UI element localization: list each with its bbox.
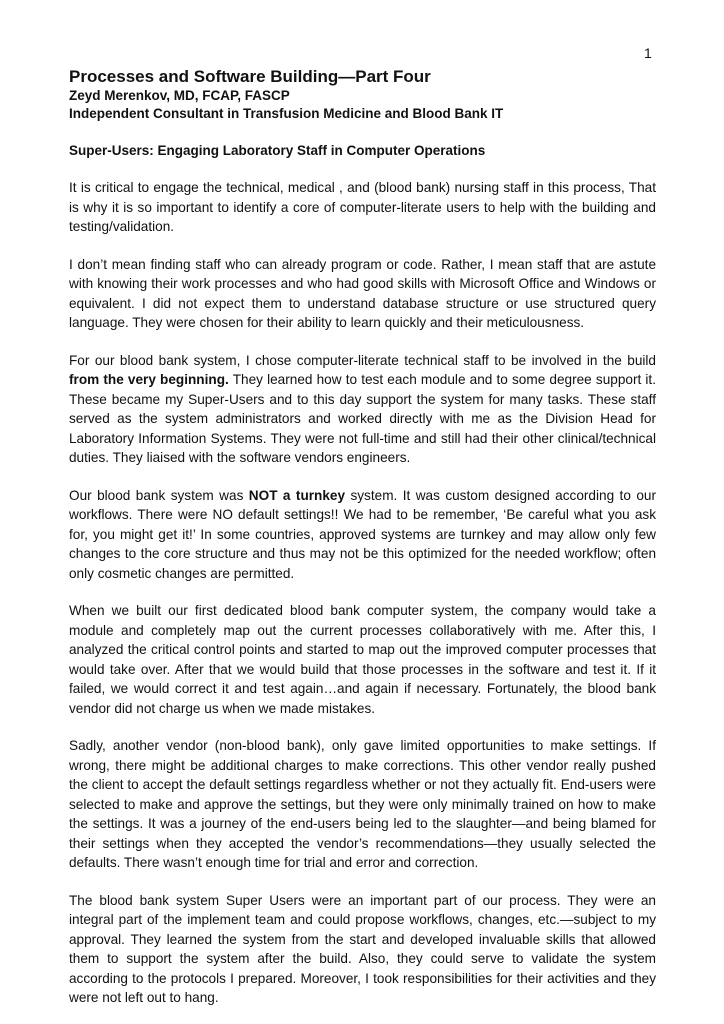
paragraph-6: Sadly, another vendor (non-blood bank), only gave limited opportunities to make settings. If wrong, there might be additional charges to make corrections. This other vendor really pushed the client to accept the default settings regardless whether or not they actually fit. End-users were selected to make and approve the settings, but they were only minimally trained on how to make the settings. It was a journey of the end-users being led to the slaughter—and being blamed for their settings when they accepted the vendor’s recommendations—they usually selected the defaults. There wasn’t enough time for trial and error and correction. xyxy=(69,738,656,870)
paragraph-1: It is critical to engage the technical, medical , and (blood bank) nursing staff in this process, That is why it is so important to identify a core of computer-literate users to help with the building and testing/validation. xyxy=(69,180,656,234)
paragraph-4-text-b: system. It was custom designed according to our workflows. There were NO default settings!! We had to be remember, ‘Be careful what you ask for, you might get it!’ In some countries, approved systems are turnkey and may allow only few changes to the core structure and thus may not be this optimized for the needed workflow; often only cosmetic changes are permitted. xyxy=(69,487,656,581)
paragraph-4 xyxy=(69,486,656,584)
paragraph-3-text-a: For our blood bank system, I chose computer-literate technical staff to be involved in the build xyxy=(69,352,656,368)
paragraph-4-emphasis: NOT a turnkey xyxy=(248,487,346,503)
paragraph-3-text-b: They learned how to test each module and to some degree support it. These became my Super-Users and to this day support the system for many tasks. These staff served as the system administrators and worked directly with me as the Division Head for Laboratory Information Systems. They were not full-time and still had their other clinical/technical duties. They liaised with the software vendors engineers. xyxy=(69,372,656,465)
page-number: 1 xyxy=(644,45,652,61)
paragraph-5: When we built our first dedicated blood bank computer system, the company would take a module and completely map out the current processes collaboratively with me. After this, I analyzed the critical control points and started to map out the improved computer processes that would take over. After that we would build that those processes in the software and test it. If it failed, we would correct it and test again…and again if necessary. Fortunately, the blood bank vendor did not charge us when we made mistakes. xyxy=(69,603,656,716)
paragraph-4-text-a: Our blood bank system was xyxy=(69,487,249,503)
paragraph-7: The blood bank system Super Users were an important part of our process. They were an integral part of the implement team and could propose workflows, changes, etc.—subject to my approval. They learned the system from the start and developed invaluable skills that allowed them to support the system after the build. Also, they could serve to validate the system according to the protocols I prepared. Moreover, I took responsibilities for their activities and they were not left out to hang. xyxy=(69,892,656,1005)
author-line: Zeyd Merenkov, MD, FCAP, FASCP xyxy=(69,88,290,103)
paragraph-3 xyxy=(69,351,656,468)
document-title: Processes and Software Building—Part Four xyxy=(69,67,431,86)
document-body xyxy=(69,67,656,1008)
paragraph-2: I don’t mean finding staff who can already program or code. Rather, I mean staff that are astute with knowing their work processes and who had good skills with Microsoft Office and Windows or equivalent. I did not expect them to understand database structure or use structured query language. They were chosen for their ability to learn quickly and their meticulousness. xyxy=(69,256,656,330)
affiliation-line: Independent Consultant in Transfusion Medicine and Blood Bank IT xyxy=(69,106,504,121)
section-heading: Super-Users: Engaging Laboratory Staff in Computer Operations xyxy=(69,143,486,158)
paragraph-3-emphasis: from the very beginning. xyxy=(69,372,229,387)
